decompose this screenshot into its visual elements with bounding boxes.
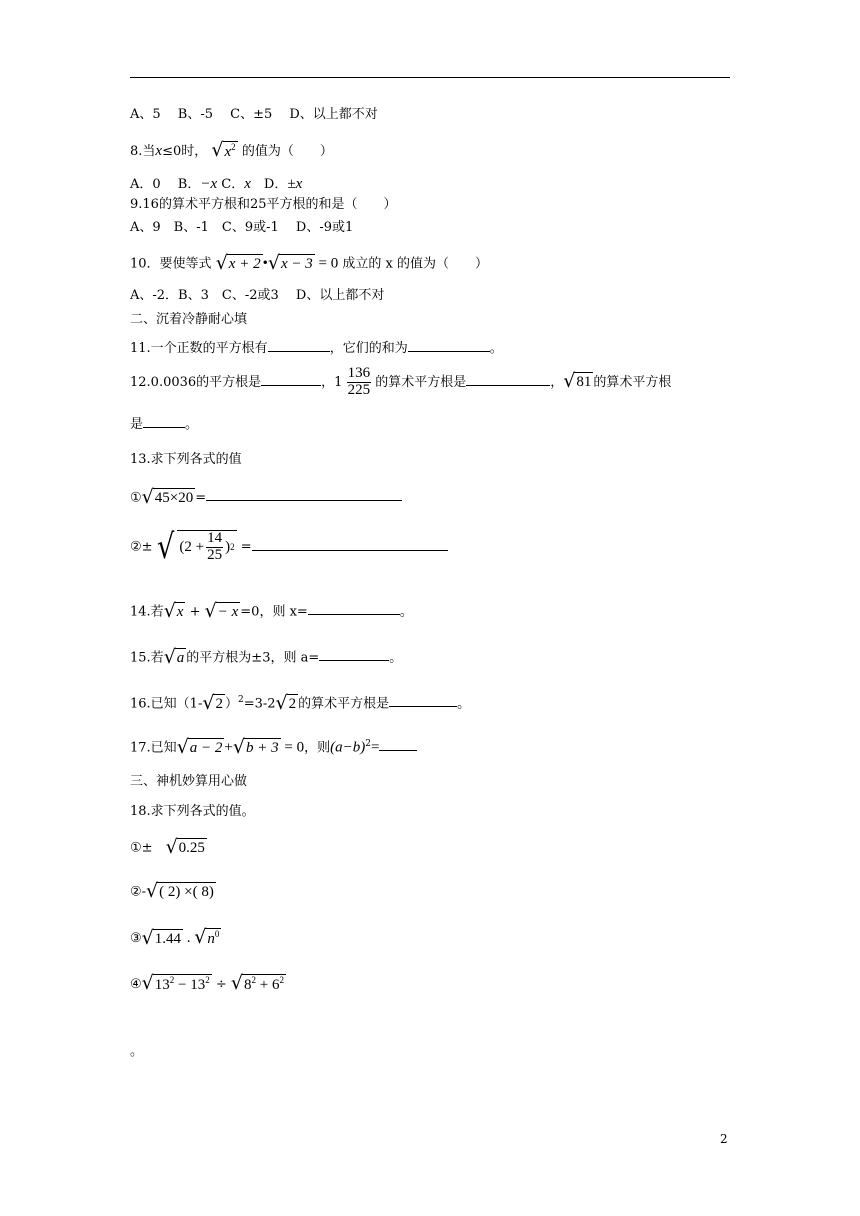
page-number: 2 (720, 1132, 728, 1146)
q18-part-a: ①± √ 0.25 (130, 836, 205, 858)
section-3-heading: 三、神机妙算用心做 (130, 774, 248, 789)
q16-question: 16.已知（1- √ 2 ）$^2$=3-2 √ 2 的算术平方根是 。 (130, 692, 471, 714)
q16-blank[interactable] (389, 695, 457, 707)
q16-radical-2: √ 2 (275, 692, 297, 714)
q18c-radical-2: √ $n^0$ (194, 926, 220, 948)
q13-question: 13.求下列各式的值 (130, 452, 242, 467)
q12-radical: √ 81 (563, 370, 592, 393)
q17-radical-1: √ a − 2 (176, 736, 223, 758)
q12-blank-3[interactable] (143, 416, 185, 428)
section-2-heading: 二、沉着冷静耐心填 (130, 312, 248, 327)
q12-fraction: $\frac{136}{225}$ (347, 365, 371, 398)
q15-question: 15.若 √ a 的平方根为±3，则 a= 。 (130, 646, 403, 668)
q7-options: A、5 B、-5 C、±5 D、以上都不对 (130, 107, 378, 122)
q13b-radical: √ (2 + $\frac{14}{25}$ ) 2 (156, 527, 235, 567)
q10-options: A、-2．B、3 C、-2或3 D、以上都不对 (130, 288, 385, 303)
q18-question: 18.求下列各式的值。 (130, 804, 255, 819)
q9-question: 9.16的算术平方根和25平方根的和是（ ） (130, 197, 397, 212)
q17-blank[interactable] (379, 739, 417, 751)
q18-part-d: ④ √ $13^2 - 13^2$ ÷ √ $8^2 + 6^2$ (130, 972, 284, 994)
header-rule (130, 77, 730, 78)
q10-radical-2: √ x − 3 (267, 252, 313, 274)
q11-blank-2[interactable] (408, 340, 490, 352)
q18a-radical: √ 0.25 (165, 836, 205, 858)
q8-options: A．0 B．−x C．x D．±x (130, 176, 303, 192)
q13-part-b: ②± √ (2 + $\frac{14}{25}$ ) 2 = (130, 530, 448, 564)
q12-line2: 是 。 (130, 417, 199, 432)
q9-options: A、9 B、-1 C、9或-1 D、-9或1 (130, 220, 354, 235)
q13a-blank[interactable] (206, 489, 402, 501)
q10-radical-1: √ x + 2 (215, 252, 261, 274)
q16-radical-1: √ 2 (202, 692, 223, 714)
q18d-radical-1: √ $13^2 - 13^2$ (141, 972, 210, 994)
q8-radical: √ $x^2$ (211, 139, 236, 161)
q14-radical-2: √ − x (204, 600, 239, 622)
q8-question: 8.当x≤0时， √ $x^2$ 的值为（ ） (130, 139, 333, 161)
q12-blank-2[interactable] (466, 374, 550, 386)
q18b-radical: √ ( 2) ×( 8) (146, 880, 214, 902)
q18-part-c: ③ √ 1.44 . √ $n^0$ (130, 926, 220, 949)
q14-radical-1: √ x (163, 600, 184, 622)
q12-question: 12.0.0036的平方根是 ，1 $\frac{136}{225}$ 的算术平方根是 ， √ 81 的算术平方根 (130, 365, 672, 398)
q11-blank-1[interactable] (268, 340, 330, 352)
q13b-blank[interactable] (252, 539, 448, 551)
q15-radical: √ a (163, 646, 185, 668)
q18-part-b: ②- √ ( 2) ×( 8) (130, 880, 214, 902)
q13-part-a: ① √ 45×20 = (130, 488, 402, 508)
q18d-radical-2: √ $8^2 + 6^2$ (230, 972, 284, 994)
q12-blank-1[interactable] (261, 374, 321, 386)
q18c-radical-1: √ 1.44 (141, 926, 182, 949)
q15-blank[interactable] (319, 649, 389, 661)
q14-blank[interactable] (308, 603, 400, 615)
q13a-radical: √ 45×20 (141, 486, 194, 508)
q17-radical-2: √ b + 3 (232, 736, 279, 758)
q17-question: 17.已知 √ a − 2 + √ b + 3 = 0，则$(a-b)^2=$ (130, 738, 417, 758)
q11-question: 11.一个正数的平方根有 ，它们的和为 。 (130, 341, 503, 356)
q14-question: 14.若 √ x + √ − x =0，则 x= 。 (130, 600, 413, 622)
q10-question: 10．要使等式 √ x + 2 • √ x − 3 = 0 成立的 x 的值为（ ） (130, 252, 488, 274)
end-mark: 。 (130, 1044, 144, 1059)
